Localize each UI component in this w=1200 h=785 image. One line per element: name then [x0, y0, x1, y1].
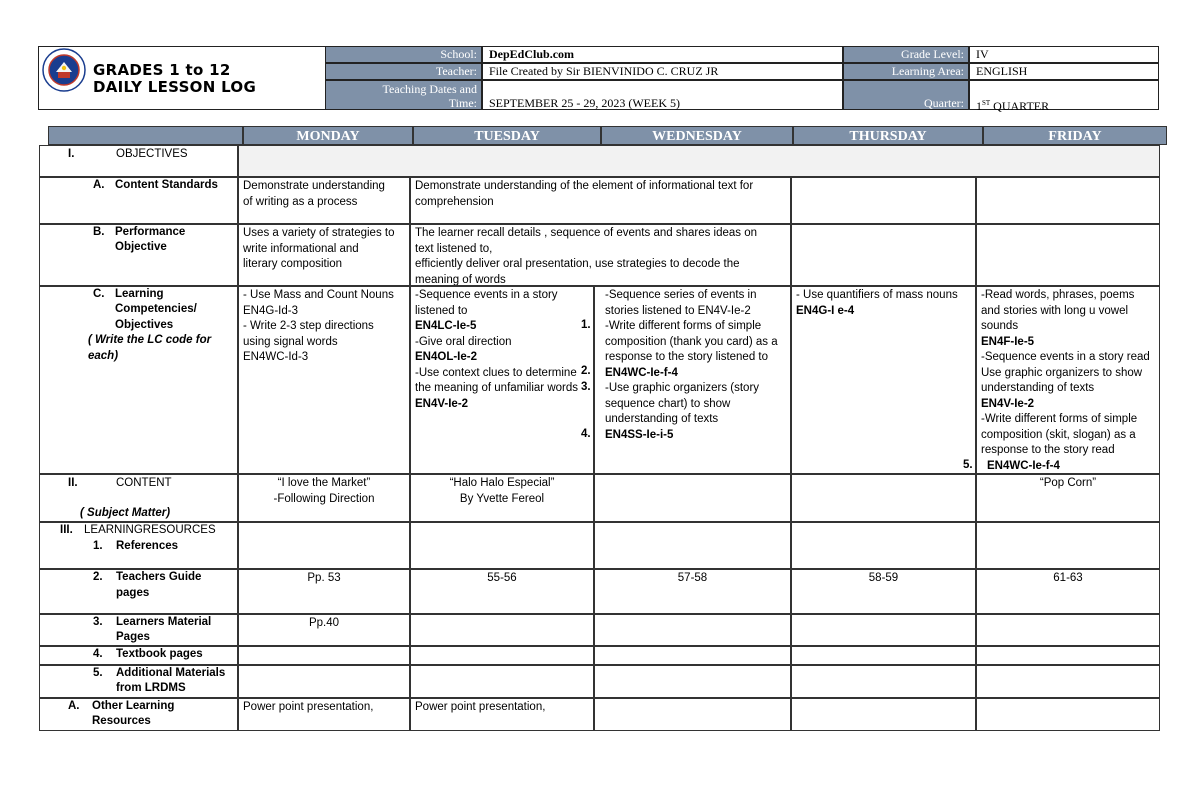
content-wednesday [594, 474, 791, 522]
day-header-tuesday: TUESDAY [413, 126, 601, 145]
textbook-thursday [791, 646, 976, 665]
content-standards-monday: Demonstrate understanding of writing as a process [238, 177, 410, 224]
dates-label-line-1: Teaching Dates and [382, 82, 477, 96]
performance-monday: Uses a variety of strategies to write informational and literary composition [238, 224, 410, 286]
additional-tuesday [410, 665, 594, 698]
dates-value: SEPTEMBER 25 - 29, 2023 (WEEK 5) [482, 80, 843, 110]
teachers-guide-friday: 61-63 [976, 569, 1160, 614]
teachers-guide-monday: Pp. 53 [238, 569, 410, 614]
learners-material-wednesday [594, 614, 791, 646]
list-number-4: 4. [581, 428, 591, 440]
learners-material-tuesday [410, 614, 594, 646]
competencies-thursday: - Use quantifiers of mass nouns EN4G-I e-4 [791, 286, 976, 474]
textbook-label-cell: 4. Textbook pages [39, 646, 238, 665]
teachers-guide-tuesday: 55-56 [410, 569, 594, 614]
content-standards-label-cell: A. Content Standards [39, 177, 238, 224]
objectives-label-cell: I. OBJECTIVES [39, 145, 238, 177]
content-monday: “I love the Market” -Following Direction [238, 474, 410, 522]
performance-thursday [791, 224, 976, 286]
references-wednesday [594, 522, 791, 569]
other-resources-friday [976, 698, 1160, 731]
other-resources-thursday [791, 698, 976, 731]
grade-level-label: Grade Level: [843, 46, 969, 63]
learners-material-thursday [791, 614, 976, 646]
quarter-value: 1ST QUARTER [969, 80, 1159, 110]
school-label: School: [325, 46, 482, 63]
competencies-friday: -Read words, phrases, poems and stories with long u vowel sounds EN4F-Ie-5 -Sequence events in a story read Use graphic organizers to show understanding of texts EN4V-Ie-2 -Write different forms of simple composition (skit, slogan) as a response to the story read EN4WC-Ie-f-4 [976, 286, 1160, 474]
additional-thursday [791, 665, 976, 698]
content-friday: “Pop Corn” [976, 474, 1160, 522]
learning-area-label: Learning Area: [843, 63, 969, 80]
day-header-blank [48, 126, 243, 145]
dates-label [325, 80, 482, 110]
day-header-wednesday: WEDNESDAY [601, 126, 793, 145]
content-standards-friday [976, 177, 1160, 224]
additional-wednesday [594, 665, 791, 698]
teacher-value: File Created by Sir BIENVINIDO C. CRUZ JR [482, 63, 843, 80]
teachers-guide-wednesday: 57-58 [594, 569, 791, 614]
content-standards-thursday [791, 177, 976, 224]
grade-level-value: IV [969, 46, 1159, 63]
day-header-friday: FRIDAY [983, 126, 1167, 145]
deped-seal-icon [42, 48, 86, 92]
textbook-wednesday [594, 646, 791, 665]
content-thursday [791, 474, 976, 522]
learners-material-friday [976, 614, 1160, 646]
content-standards-tue-wed: Demonstrate understanding of the element of informational text for comprehension [410, 177, 791, 224]
other-resources-wednesday [594, 698, 791, 731]
additional-monday [238, 665, 410, 698]
list-number-2: 2. [581, 365, 591, 377]
teacher-label: Teacher: [325, 63, 482, 80]
teachers-guide-thursday: 58-59 [791, 569, 976, 614]
performance-friday [976, 224, 1160, 286]
competencies-label-cell: C. Learning Competencies/ Objectives ( Write the LC code for each) [39, 286, 238, 474]
day-header-thursday: THURSDAY [793, 126, 983, 145]
references-tuesday [410, 522, 594, 569]
day-header-monday: MONDAY [243, 126, 413, 145]
other-resources-label-cell: A. Other Learning Resources [39, 698, 238, 731]
textbook-monday [238, 646, 410, 665]
objectives-span-cell [238, 145, 1160, 177]
learners-material-label-cell: 3. Learners Material Pages [39, 614, 238, 646]
competencies-monday: - Use Mass and Count Nouns EN4G-Id-3 - Write 2-3 step directions using signal words EN4WC-Id-3 [238, 286, 410, 474]
school-value: DepEdClub.com [482, 46, 843, 63]
title-line-1: GRADES 1 to 12 [93, 61, 231, 79]
learning-area-value: ENGLISH [969, 63, 1159, 80]
performance-tue-wed: The learner recall details , sequence of events and shares ideas on text listened to, efficiently deliver oral presentation, use strategies to decode the meaning of words [410, 224, 791, 286]
additional-materials-label-cell: 5. Additional Materials from LRDMS [39, 665, 238, 698]
content-label-cell: II. CONTENT ( Subject Matter) [39, 474, 238, 522]
references-friday [976, 522, 1160, 569]
competencies-tuesday: -Sequence events in a story listened to EN4LC-Ie-5 -Give oral direction EN4OL-Ie-2 -Use context clues to determine the meaning of unfamiliar words EN4V-Ie-2 1. 2. 3. 4. [410, 286, 594, 474]
other-resources-monday: Power point presentation, [238, 698, 410, 731]
wednesday-line-2: stories listened to EN4V-Ie-2 [605, 304, 751, 317]
title-line-2: DAILY LESSON LOG [93, 78, 257, 96]
other-resources-tuesday: Power point presentation, [410, 698, 594, 731]
performance-label-cell: B. Performance Objective [39, 224, 238, 286]
content-tuesday: “Halo Halo Especial” By Yvette Fereol [410, 474, 594, 522]
textbook-tuesday [410, 646, 594, 665]
quarter-label: Quarter: [843, 80, 969, 110]
page-title [93, 62, 256, 96]
list-number-5: 5. [963, 459, 973, 471]
learners-material-monday: Pp.40 [238, 614, 410, 646]
additional-friday [976, 665, 1160, 698]
dates-label-line-2: Time: [448, 96, 477, 110]
textbook-friday [976, 646, 1160, 665]
references-monday [238, 522, 410, 569]
list-number-3: 3. [581, 381, 591, 393]
references-thursday [791, 522, 976, 569]
competencies-wednesday: -Sequence series of events in stories listened to EN4V-Ie-2 -Write different forms of simple composition (thank you card) as a response to the story listened to EN4WC-Ie-f-4 -Use graphic organizers (story sequence chart) to show understanding of texts EN4SS-Ie-i-5 [594, 286, 791, 474]
list-number-1: 1. [581, 319, 591, 331]
resources-label-cell: III. LEARNINGRESOURCES 1. References [39, 522, 238, 569]
teachers-guide-label-cell: 2. Teachers Guide pages [39, 569, 238, 614]
